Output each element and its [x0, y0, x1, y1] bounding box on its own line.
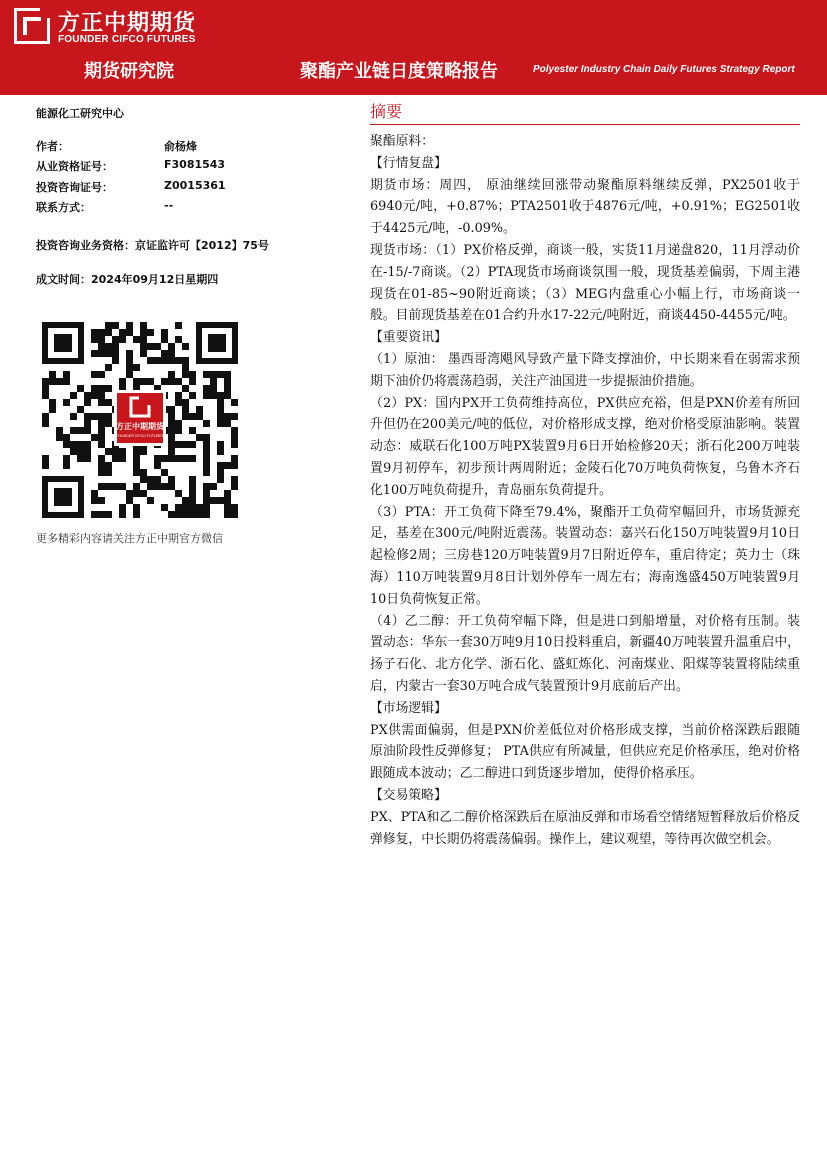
research-center: 能源化工研究中心 — [36, 107, 124, 120]
report-header — [0, 0, 827, 95]
info-value: -- — [164, 199, 174, 212]
qr-center-logo — [114, 390, 166, 446]
paragraph-meg: （4）乙二醇：开工负荷窄幅下降，但是进口到船增量，对价格有压制。装置动态：华东一套30万吨9月10日投料重启，新疆40万吨装置升温重启中，扬子石化、北方化学、浙石化、盛虹炼化、河南煤业、阳煤等装置将陆续重启，内蒙古一套30万吨合成气装置预计9月底前后产出。 — [370, 613, 800, 694]
paragraph-trading-strategy: PX、PTA和乙二醇价格深跌后在原油反弹和市场看空情绪短暂释放后价格反弹修复，中长期仍将震荡偏弱。操作上，建议观望，等待再次做空机会。 — [370, 809, 800, 847]
business-qualification: 投资咨询业务资格：京证监许可【2012】75号 — [36, 239, 269, 252]
department-name: 期货研究院 — [84, 61, 174, 82]
wechat-qr-code — [42, 322, 238, 518]
info-value: 俞杨烽 — [164, 140, 197, 153]
paragraph-spot-market: 现货市场：（1）PX价格反弹，商谈一般，实货11月递盘820，11月浮动价在-15/-7商谈。（2）PTA现货市场商谈氛围一般，现货基差偏弱，下周主港现货在01-85~90附近商谈；（3）MEG内盘重心小幅上行，市场商谈一般。目前现货基差在01合约升水17-22元/吨附近，商谈4450-4455元/吨。 — [370, 242, 800, 324]
info-label: 从业资格证号： — [36, 160, 113, 173]
qr-finder-bottom-left — [42, 476, 84, 518]
paragraph-futures-market: 期货市场：周四， 原油继续回涨带动聚酯原料继续反弹，PX2501收于6940元/吨，+0.87%；PTA2501收于4876元/吨，+0.91%；EG2501收于4425元/吨，-0.09%。 — [370, 177, 800, 237]
summary-body — [370, 131, 800, 850]
qr-finder-top-left — [42, 322, 84, 364]
qr-logo-text-en: FOUNDER CIFCO FUTURES — [116, 434, 164, 438]
paragraph-pta: （3）PTA：开工负荷下降至79.4%，聚酯开工负荷窄幅回升，市场货源充足，基差在300元/吨附近震荡。装置动态：嘉兴石化150万吨装置9月10日起检修2周；三房巷120万吨装置9月7日附近停车，重启待定；英力士（珠海）110万吨装置9月8日计划外停车一周左右；海南逸盛450万吨装置9月10日负荷恢复正常。 — [370, 504, 800, 607]
info-label: 作者： — [36, 140, 69, 153]
section-heading-market-logic: 【市场逻辑】 — [370, 700, 447, 716]
summary-panel — [370, 100, 800, 850]
section-heading-key-news: 【重要资讯】 — [370, 330, 447, 346]
summary-intro: 聚酯原料： — [370, 134, 434, 149]
qr-finder-top-right — [196, 322, 238, 364]
summary-divider — [370, 124, 800, 125]
brand-name-en: FOUNDER CIFCO FUTURES — [58, 34, 196, 45]
brand-name-cn: 方正中期期货 — [58, 11, 197, 36]
paragraph-px: （2）PX：国内PX开工负荷维持高位，PX供应充裕，但是PXN价差有所回升但仍在200美元/吨的低位，对价格形成支撑，绝对价格受原油影响。装置动态：威联石化100万吨PX装置9月6日开始检修20天；浙石化200万吨装置9月初停车，初步预计两周附近；金陵石化70万吨负荷恢复，乌鲁木齐石化100万吨负荷提升，青岛丽东负荷提升。 — [370, 395, 800, 498]
paragraph-market-logic: PX供需面偏弱，但是PXN价差低位对价格形成支撑，当前价格深跌后跟随原油阶段性反弹修复； PTA供应有所减量，但供应充足价格承压，绝对价格跟随成本波动；乙二醇进口到货逐步增加，使得价格承压。 — [370, 722, 800, 782]
section-heading-trading-strategy: 【交易策略】 — [370, 787, 447, 803]
info-label: 投资咨询证号： — [36, 181, 113, 194]
report-title-en: Polyester Industry Chain Daily Futures Strategy Report — [533, 64, 795, 75]
info-value: Z0015361 — [164, 179, 226, 192]
info-label: 联系方式： — [36, 201, 91, 214]
report-date: 成文时间：2024年09月12日星期四 — [36, 273, 219, 286]
founder-logo-icon — [14, 8, 50, 44]
report-title: 聚酯产业链日度策略报告 — [300, 61, 498, 82]
section-heading-market-review: 【行情复盘】 — [370, 155, 447, 171]
qr-logo-text-cn: 方正中期期货 — [116, 422, 164, 431]
summary-title: 摘要 — [370, 102, 403, 121]
paragraph-crude-oil: （1）原油： 墨西哥湾飓风导致产量下降支撑油价，中长期来看在弱需求预期下油价仍将震荡趋弱，关注产油国进一步提振油价措施。 — [370, 351, 800, 389]
info-value: F3081543 — [164, 158, 226, 171]
qr-caption: 更多精彩内容请关注方正中期官方微信 — [36, 532, 223, 545]
